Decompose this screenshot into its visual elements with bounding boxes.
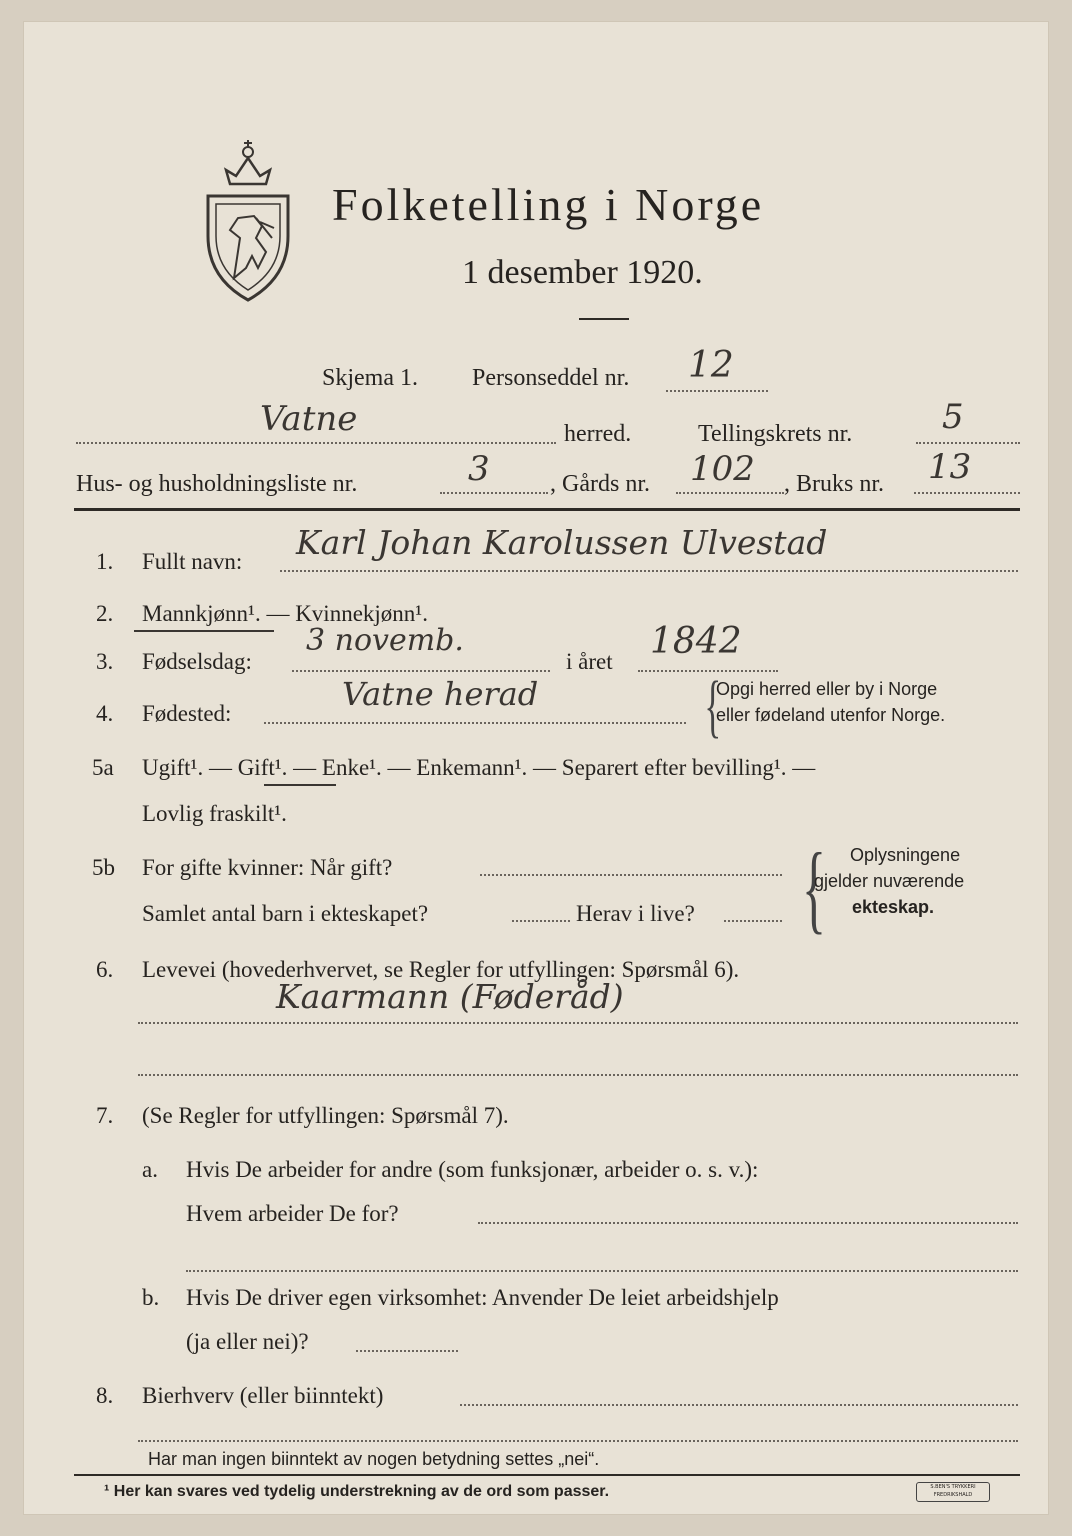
printer-stamp-text: S.BEN'S TRYKKERI FREDRIKSHALD [930,1484,976,1498]
q7b-line2: (ja eller nei)? [186,1329,309,1354]
q5b-line2-children: Samlet antal barn i ekteskapet? [142,901,429,926]
q5b-line1: For gifte kvinner: Når gift? [142,855,393,880]
q6-label: Levevei (hovederhvervet, se Regler for utfyllingen: Spørsmål 6). [142,957,740,982]
gards-field[interactable] [676,492,784,494]
herred-label: herred. [564,421,632,447]
bruks-value: 13 [928,447,972,487]
q7b-answer-field[interactable] [356,1350,458,1352]
form-title: Folketelling i Norge [332,179,765,230]
herred-field[interactable] [76,442,556,444]
q5a-number: 5a [92,755,114,780]
q5b-note-line3: ekteskap. [852,897,935,917]
q8-number: 8. [96,1383,114,1408]
q6-field-line1[interactable] [138,1022,1018,1024]
q4-label: Fødested: [142,701,232,726]
footnote-rule [74,1474,1020,1476]
q6-field-line2[interactable] [138,1074,1018,1076]
census-form-page [24,22,1048,1514]
q2-label: Mannkjønn¹. — Kvinnekjønn¹. [142,601,428,626]
bruks-label: , Bruks nr. [784,471,885,497]
q4-number: 4. [96,701,114,726]
tellingskrets-label: Tellingskrets nr. [698,421,853,447]
bottom-note: Har man ingen biinntekt av nogen betydning settes „nei“. [148,1449,600,1469]
q5a-options-cont: Lovlig fraskilt¹. [142,801,287,826]
q3-year-label: i året [566,649,613,674]
q7b-line1: Hvis De driver egen virksomhet: Anvender De leiet arbeidshjelp [186,1285,779,1310]
q8-field-2[interactable] [138,1440,1018,1442]
header-rule [74,508,1020,511]
q1-value: Karl Johan Karolussen Ulvestad [296,523,828,562]
census-date: 1 desember 1920. [462,254,703,291]
q5b-children-field[interactable] [512,920,570,922]
q7-label: (Se Regler for utfyllingen: Spørsmål 7). [142,1103,509,1128]
q6-number: 6. [96,957,114,982]
q7a-employer-field-2[interactable] [186,1270,1018,1272]
personseddel-label: Personseddel nr. [472,365,630,391]
norway-coat-of-arms-icon [200,118,296,304]
q4-note-line2: eller fødeland utenfor Norge. [716,705,946,725]
q7a-line1: Hvis De arbeider for andre (som funksjonær, arbeider o. s. v.): [186,1157,759,1182]
q5b-line2-alive: Herav i live? [576,901,695,926]
q8-label: Bierhverv (eller biinntekt) [142,1383,384,1408]
gards-label: , Gårds nr. [550,471,650,497]
q7b-letter: b. [142,1285,160,1310]
q3-number: 3. [96,649,114,674]
q5b-alive-field[interactable] [724,920,782,922]
hus-label: Hus- og husholdningsliste nr. [76,471,358,497]
q7a-employer-field[interactable] [478,1222,1018,1224]
q1-label: Fullt navn: [142,549,243,574]
hus-value: 3 [468,449,490,489]
q5b-note-brace: { [802,832,826,943]
printer-stamp [916,1482,990,1502]
q1-field[interactable] [280,570,1018,572]
q7-number: 7. [96,1103,114,1128]
footnote: ¹ Her kan svares ved tydelig understrekning av de ord som passer. [104,1483,610,1500]
q5b-married-field[interactable] [480,874,782,876]
q4-field[interactable] [264,722,686,724]
tellingskrets-field[interactable] [916,442,1020,444]
q6-value: Kaarmann (Føderåd) [276,977,624,1016]
q5a-options: Ugift¹. — Gift¹. — Enke¹. — Enkemann¹. — Separert efter bevilling¹. — [142,755,816,780]
personseddel-field[interactable] [666,390,768,392]
tellingskrets-value: 5 [942,397,964,437]
q4-note-brace: { [704,668,722,745]
q3-day-value: 3 novemb. [306,623,464,658]
herred-value: Vatne [260,399,358,439]
q4-value: Vatne herad [342,675,539,713]
q5b-note-line2: gjelder nuværende [814,871,965,891]
q4-note-line1: Opgi herred eller by i Norge [716,679,938,699]
q2-mannkjonn-underline [134,630,274,632]
q3-day-field[interactable] [292,670,550,672]
q5b-note-line1: Oplysningene [850,845,961,865]
q7a-line2: Hvem arbeider De for? [186,1201,399,1226]
bruks-field[interactable] [914,492,1020,494]
q3-label: Fødselsdag: [142,649,252,674]
q1-number: 1. [96,549,114,574]
skjema-label: Skjema 1. [322,365,418,391]
q7a-letter: a. [142,1157,158,1182]
hus-field[interactable] [440,492,548,494]
title-divider [579,318,629,320]
q5a-gift-underline [264,784,336,786]
gards-value: 102 [690,449,755,489]
q8-field[interactable] [460,1404,1018,1406]
q5b-number: 5b [92,855,115,880]
q3-year-value: 1842 [650,621,742,662]
personseddel-value: 12 [688,345,734,386]
q2-number: 2. [96,601,114,626]
